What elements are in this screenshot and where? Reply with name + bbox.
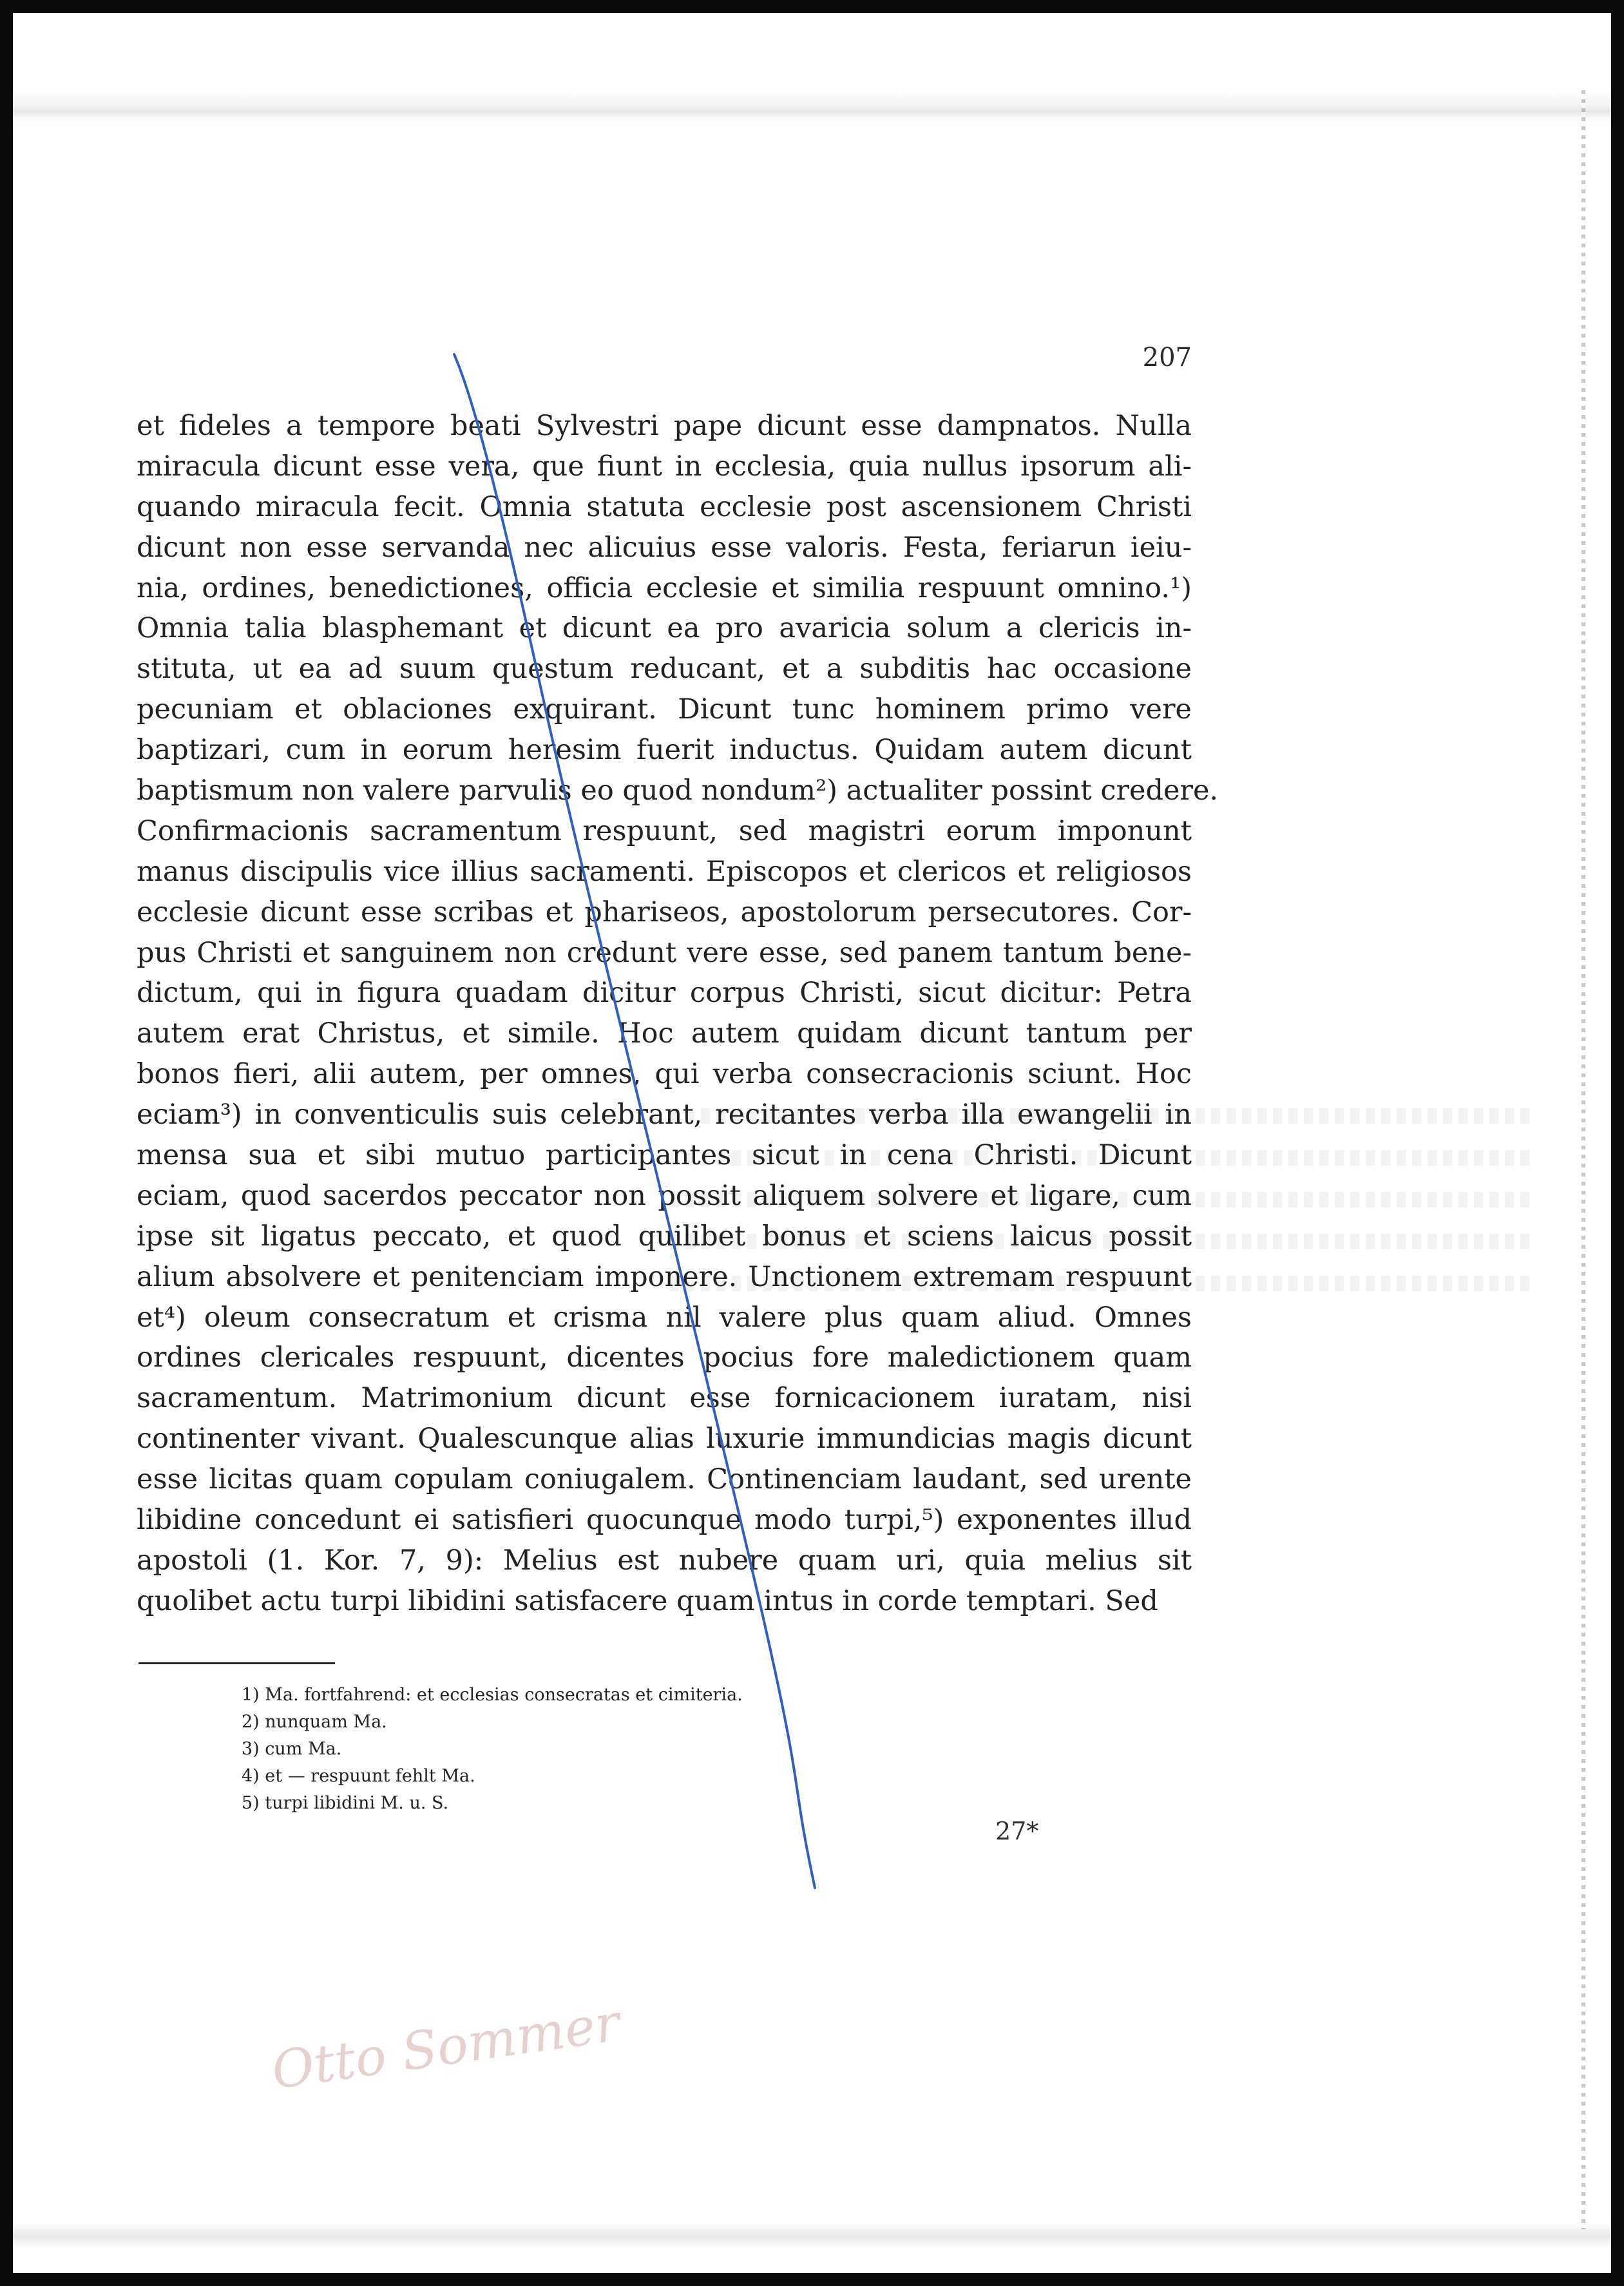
text-line: alium absolvere et penitenciam imponere. Unctionem extremam respuunt bbox=[137, 1260, 1192, 1293]
scanned-page bbox=[13, 13, 1611, 2273]
text-line: autem erat Christus, et simile. Hoc autem quidam dicunt tantum per bbox=[137, 1017, 1192, 1050]
text-line: eciam³) in conventiculis suis celebrant, recitantes verba illa ewangelii in bbox=[137, 1099, 1192, 1131]
text-line: esse licitas quam copulam coniugalem. Continenciam laudant, sed urente bbox=[137, 1463, 1192, 1496]
pen-stroke bbox=[13, 13, 1611, 2273]
pen-line bbox=[454, 354, 815, 1888]
text-line: mensa sua et sibi mutuo participantes sicut in cena Christi. Dicunt bbox=[137, 1139, 1192, 1172]
text-line: sacramentum. Matrimonium dicunt esse fornicacionem iuratam, nisi bbox=[137, 1382, 1192, 1415]
text-line: stituta, ut ea ad suum questum reducant, et a subditis hac occasione bbox=[137, 653, 1192, 686]
pencil-scribble: Otto Sommer bbox=[268, 1992, 624, 2101]
text-line: Omnia talia blasphemant et dicunt ea pro avaricia solum a clericis in- bbox=[137, 612, 1192, 645]
text-line: nia, ordines, benedictiones, officia ecclesie et similia respuunt omnino.¹) bbox=[137, 572, 1192, 604]
text-line: et fideles a tempore beati Sylvestri pape dicunt esse dampnatos. Nulla bbox=[137, 410, 1192, 442]
text-line: miracula dicunt esse vera, que fiunt in ecclesia, quia nullus ipsorum ali- bbox=[137, 450, 1192, 483]
footnote: 1) Ma. fortfahrend: et ecclesias consecratas et cimiteria. bbox=[242, 1685, 743, 1705]
text-line: bonos fieri, alii autem, per omnes, qui verba consecracionis sciunt. Hoc bbox=[137, 1058, 1192, 1091]
text-line: pus Christi et sanguinem non credunt vere esse, sed panem tantum bene- bbox=[137, 936, 1192, 969]
text-line: baptismum non valere parvulis eo quod nondum²) actualiter possint credere. bbox=[137, 774, 1219, 807]
text-line: dictum, qui in figura quadam dicitur corpus Christi, sicut dicitur: Petra bbox=[137, 977, 1192, 1010]
text-line: baptizari, cum in eorum heresim fuerit inductus. Quidam autem dicunt bbox=[137, 734, 1192, 767]
text-line: et⁴) oleum consecratum et crisma nil valere plus quam aliud. Omnes bbox=[137, 1301, 1192, 1334]
text-line: quolibet actu turpi libidini satisfacere quam intus in corde temptari. Sed bbox=[137, 1584, 1158, 1617]
text-line: eciam, quod sacerdos peccator non possit aliquem solvere et ligare, cum bbox=[137, 1179, 1192, 1212]
signature-mark: 27* bbox=[995, 1817, 1039, 1845]
text-line: Confirmacionis sacramentum respuunt, sed magistri eorum imponunt bbox=[137, 814, 1192, 847]
text-line: dicunt non esse servanda nec alicuius esse valoris. Festa, feriarun ieiu- bbox=[137, 531, 1192, 564]
text-line: quando miracula fecit. Omnia statuta ecclesie post ascensionem Christi bbox=[137, 490, 1192, 523]
footnote: 5) turpi libidini M. u. S. bbox=[242, 1793, 449, 1813]
page-number: 207 bbox=[1142, 343, 1192, 372]
text-line: apostoli (1. Kor. 7, 9): Melius est nubere quam uri, quia melius sit bbox=[137, 1544, 1192, 1577]
text-line: ordines clericales respuunt, dicentes pocius fore maledictionem quam bbox=[137, 1341, 1192, 1374]
text-line: manus discipulis vice illius sacramenti. Episcopos et clericos et religiosos bbox=[137, 855, 1192, 888]
text-line: continenter vivant. Qualescunque alias luxurie immundicias magis dicunt bbox=[137, 1423, 1192, 1455]
text-line: ecclesie dicunt esse scribas et phariseos, apostolorum persecutores. Cor- bbox=[137, 896, 1192, 928]
footnote: 2) nunquam Ma. bbox=[242, 1712, 387, 1732]
text-line: pecuniam et oblaciones exquirant. Dicunt tunc hominem primo vere bbox=[137, 693, 1192, 726]
text-line: libidine concedunt ei satisfieri quocunque modo turpi,⁵) exponentes illud bbox=[137, 1504, 1192, 1537]
footnote: 4) et — respuunt fehlt Ma. bbox=[242, 1766, 475, 1786]
text-line: ipse sit ligatus peccato, et quod quilibet bonus et sciens laicus possit bbox=[137, 1220, 1192, 1253]
footnote: 3) cum Ma. bbox=[242, 1739, 342, 1759]
